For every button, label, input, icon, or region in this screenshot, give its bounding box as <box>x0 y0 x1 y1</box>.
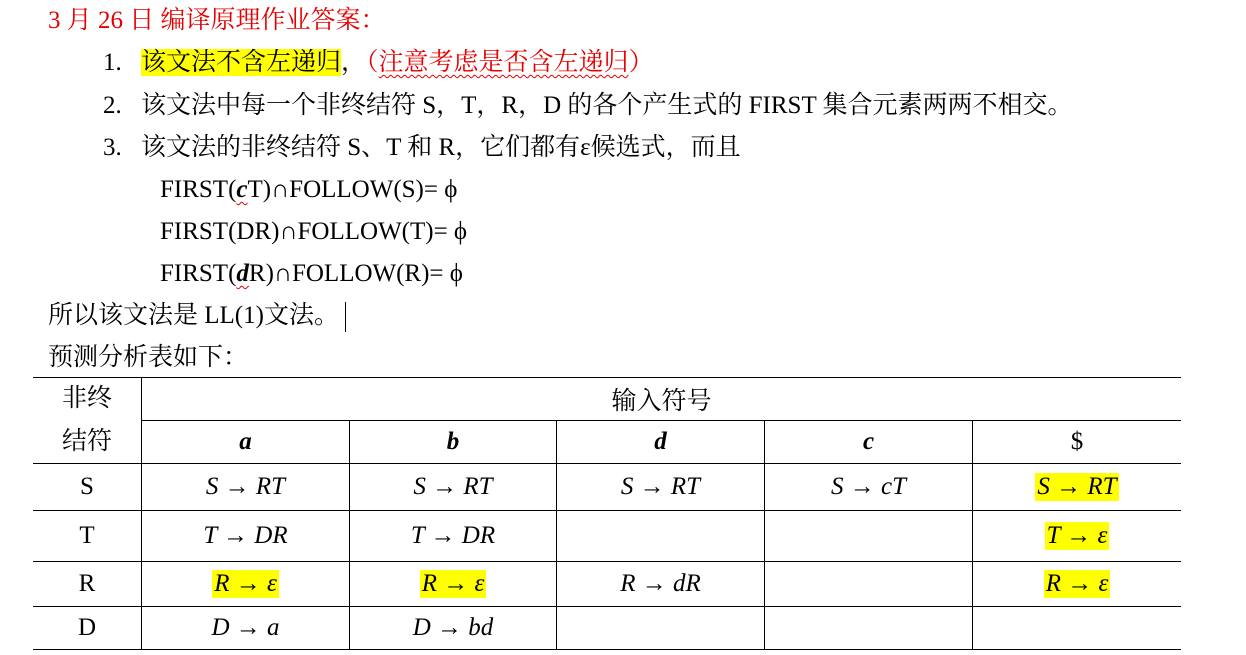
production-text: D → a <box>211 614 280 641</box>
table-body <box>33 464 1181 650</box>
highlighted-statement: 该文法不含左递归 <box>141 49 342 76</box>
production-cell <box>142 607 350 650</box>
paren-close: ） <box>628 49 654 76</box>
production-text: R → ε <box>421 570 485 597</box>
formula-prefix: FIRST( <box>160 218 237 245</box>
formula-prefix: FIRST( <box>160 176 237 203</box>
table-row <box>33 562 1181 607</box>
production-text: T → DR <box>203 522 288 549</box>
production-cell <box>557 562 765 607</box>
production-text: R → ε <box>1045 570 1109 597</box>
production-cell <box>142 511 350 562</box>
production-cell <box>557 464 765 511</box>
comma: ， <box>341 49 367 76</box>
production-text: T → ε <box>1046 522 1108 549</box>
predictive-parsing-table <box>33 377 1181 650</box>
nonterminal-cell: S <box>33 464 142 511</box>
table-row <box>33 607 1181 650</box>
item-text: 该文法的非终结符 S、T 和 R，它们都有ε候选式，而且 <box>141 134 741 161</box>
production-cell <box>765 607 973 650</box>
column-header: $ <box>973 421 1182 464</box>
production-text: S → RT <box>620 473 701 500</box>
formula-1 <box>160 174 457 206</box>
production-text: R → dR <box>620 570 701 597</box>
nonterminal-cell: R <box>33 562 142 607</box>
red-note: 注意考虑是否含左递归 <box>378 49 629 76</box>
formula-prefix: FIRST( <box>160 260 237 287</box>
formula-variable: c <box>236 176 248 203</box>
formula-3 <box>160 258 463 290</box>
item-2 <box>103 90 1073 122</box>
production-cell <box>765 464 973 511</box>
production-cell <box>350 464 557 511</box>
production-text: S → cT <box>831 473 906 500</box>
item-1 <box>103 47 654 79</box>
item-3 <box>103 132 741 164</box>
formula-rest: R)∩FOLLOW(R)= ϕ <box>248 260 463 287</box>
corner-bottom: 结符 <box>33 421 142 464</box>
production-cell <box>973 464 1182 511</box>
production-cell <box>557 607 765 650</box>
production-text: S → RT <box>1037 473 1117 500</box>
document-heading: 3 月 26 日 编译原理作业答案： <box>48 7 386 34</box>
production-text: S → RT <box>413 473 493 500</box>
column-header: a <box>142 421 350 464</box>
corner-top: 非终 <box>33 378 142 421</box>
column-header: d <box>557 421 765 464</box>
production-cell <box>350 607 557 650</box>
production-cell <box>765 511 973 562</box>
production-cell <box>973 562 1182 607</box>
nonterminal-cell: T <box>33 511 142 562</box>
paren-open: （ <box>366 49 379 76</box>
text-cursor <box>345 302 346 332</box>
production-cell <box>142 562 350 607</box>
table-row <box>33 464 1181 511</box>
production-cell <box>557 511 765 562</box>
production-text: S → RT <box>205 473 286 500</box>
item-text: 该文法中每一个非终结符 S，T，R，D 的各个产生式的 FIRST 集合元素两两不相交。 <box>141 92 1073 119</box>
production-text: R → ε <box>214 570 277 597</box>
formula-2 <box>160 216 467 248</box>
item-number: 3. <box>103 134 122 161</box>
conclusion <box>48 300 346 332</box>
table-row <box>33 511 1181 562</box>
production-cell <box>142 464 350 511</box>
nonterminal-cell: D <box>33 607 142 650</box>
input-symbol-header: 输入符号 <box>142 378 1182 421</box>
production-text: T → DR <box>410 522 496 549</box>
table-intro: 预测分析表如下： <box>48 344 249 371</box>
production-text: D → bd <box>412 614 494 641</box>
formula-rest: T)∩FOLLOW(S)= ϕ <box>247 176 458 203</box>
production-cell <box>765 562 973 607</box>
item-number: 2. <box>103 92 122 119</box>
production-cell <box>973 607 1182 650</box>
production-cell <box>973 511 1182 562</box>
column-header: b <box>350 421 557 464</box>
conclusion-text: 所以该文法是 LL(1)文法。 <box>48 302 339 329</box>
formula-variable: d <box>236 260 249 287</box>
column-header: c <box>765 421 973 464</box>
item-number: 1. <box>103 49 122 76</box>
formula-rest: DR)∩FOLLOW(T)= ϕ <box>236 218 468 245</box>
production-cell <box>350 562 557 607</box>
production-cell <box>350 511 557 562</box>
